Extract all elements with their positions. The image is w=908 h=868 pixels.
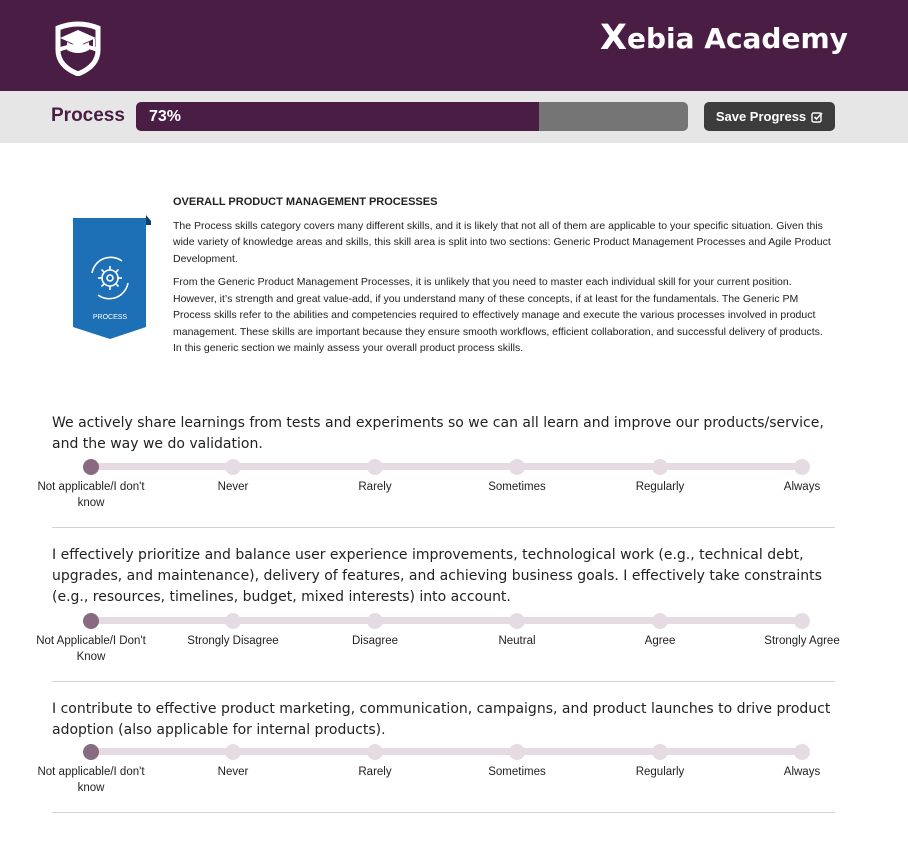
intro-paragraph-2: From the Generic Product Management Processes, it is unlikely that you need to master each individual skill for your current position. However, it’s strength and great value-add, if you understand many of these concepts, if at least for the fundamentals. The Generic PM Process skills refer to the abilities and competencies required to effectively manage and execute the various processes involved in product management. These skills are important because they ensure smooth workflows, efficient collaboration, and successful delivery of products. In this generic section we mainly assess your overall product process skills.	[173, 276, 823, 354]
question-2: I effectively prioritize and balance user experience improvements, technological work (e.g., technical debt, upgrades, and maintenance), delivery of features, and achieving business goals. I effectively take constraints (e.g., resources, timelines, budget, mixed interests) into account.	[52, 547, 822, 605]
scale-option-label[interactable]: Rarely	[358, 481, 392, 493]
intro-paragraph-1: The Process skills category covers many different skills, and it is likely that not all of them are applicable to your specific situation. Given this wide variety of knowledge areas and skills, this skill area is split into two sections: Generic Product Management Processes and Agile Product Development.	[173, 219, 831, 265]
brand-logo-text: ebia Academy	[627, 21, 848, 55]
scale-option-radio[interactable]	[509, 459, 525, 475]
scale-option-label[interactable]: Regularly	[635, 481, 685, 493]
question-3: I contribute to effective product marketing, communication, campaigns, and product launches to drive product adoption (also applicable for internal products).	[52, 701, 831, 738]
scale-track	[91, 463, 802, 470]
likert-scale-2	[0, 610, 908, 670]
divider	[52, 681, 835, 682]
scale-option-label[interactable]: Sometimes	[488, 481, 546, 493]
scale-option-radio[interactable]	[83, 744, 99, 760]
scale-option-label[interactable]: Strongly Agree	[764, 635, 840, 647]
progress-track	[136, 102, 688, 131]
section-title: OVERALL PRODUCT MANAGEMENT PROCESSES	[173, 196, 438, 208]
scale-option-radio[interactable]	[509, 613, 525, 629]
category-label: Process	[51, 105, 125, 126]
progress-fill	[136, 102, 539, 131]
scale-option-radio[interactable]	[225, 744, 241, 760]
scale-option-radio[interactable]	[225, 459, 241, 475]
scale-option-radio[interactable]	[367, 613, 383, 629]
scale-option-radio[interactable]	[225, 613, 241, 629]
scale-option-radio[interactable]	[652, 613, 668, 629]
scale-option-label[interactable]: Neutral	[498, 635, 536, 647]
brand-logo-x: X	[600, 18, 626, 58]
scale-option-radio[interactable]	[652, 744, 668, 760]
scale-option-label[interactable]: Disagree	[351, 635, 399, 647]
likert-scale-3	[0, 741, 908, 801]
scale-option-label[interactable]: Not applicable/I don't know	[37, 766, 145, 794]
scale-option-radio[interactable]	[509, 744, 525, 760]
scale-option-radio[interactable]	[794, 459, 810, 475]
save-progress-label: Save Progress	[715, 109, 807, 124]
question-1: We actively share learnings from tests and experiments so we can all learn and improve our products/service, and the way we do validation.	[52, 415, 824, 452]
scale-option-label[interactable]: Always	[783, 766, 821, 778]
brand-logo[interactable]	[600, 18, 848, 58]
scale-track	[91, 748, 802, 755]
scale-option-label[interactable]: Not Applicable/I Don't Know	[36, 635, 146, 663]
intro-section	[173, 194, 833, 364]
progress-percent: 73%	[149, 108, 182, 125]
graduation-cap-shield-icon[interactable]	[50, 20, 106, 76]
top-header	[0, 0, 908, 91]
scale-option-label[interactable]: Agree	[644, 635, 676, 647]
scale-option-label[interactable]: Always	[783, 481, 821, 493]
scale-option-radio[interactable]	[794, 744, 810, 760]
scale-option-label[interactable]: Strongly Disagree	[187, 635, 279, 647]
process-badge	[70, 215, 151, 341]
scale-option-radio[interactable]	[652, 459, 668, 475]
progress-section	[0, 91, 908, 143]
divider	[52, 527, 835, 528]
scale-option-label[interactable]: Never	[217, 766, 249, 778]
scale-option-label[interactable]: Rarely	[358, 766, 392, 778]
scale-option-label[interactable]: Not applicable/I don't know	[37, 481, 145, 509]
scale-option-radio[interactable]	[794, 613, 810, 629]
scale-option-radio[interactable]	[83, 613, 99, 629]
badge-label: PROCESS	[92, 314, 128, 321]
divider	[52, 812, 835, 813]
scale-option-label[interactable]: Never	[217, 481, 249, 493]
scale-option-radio[interactable]	[83, 459, 99, 475]
checkbox-icon	[811, 111, 823, 123]
scale-track	[91, 617, 802, 624]
scale-option-label[interactable]: Regularly	[635, 766, 685, 778]
save-progress-button[interactable]	[704, 102, 835, 131]
scale-option-label[interactable]: Sometimes	[488, 766, 546, 778]
scale-option-radio[interactable]	[367, 459, 383, 475]
scale-option-radio[interactable]	[367, 744, 383, 760]
likert-scale-1	[0, 456, 908, 516]
